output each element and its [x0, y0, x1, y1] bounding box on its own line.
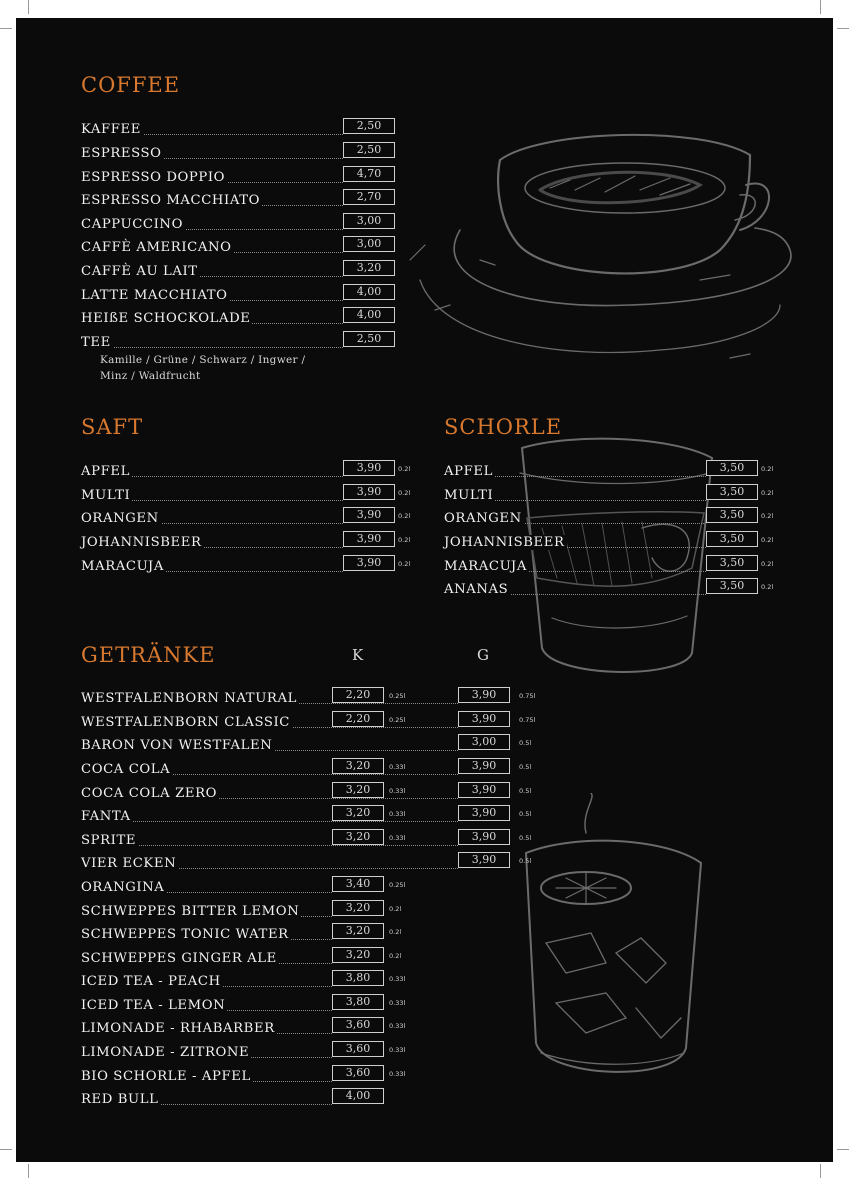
- size-label-k: 0.2l: [389, 905, 402, 913]
- menu-item: [81, 118, 393, 138]
- size-label: 0.2l: [761, 512, 774, 520]
- item-name: ICED TEA - LEMON: [81, 998, 226, 1013]
- tea-note: [100, 352, 305, 384]
- menu-item: [81, 923, 421, 943]
- crop-mark: [837, 28, 849, 29]
- size-label-k: 0.33l: [389, 1022, 406, 1030]
- menu-item: [81, 687, 551, 707]
- price-box-k: 3,80: [332, 970, 384, 986]
- item-name: WESTFALENBORN CLASSIC: [81, 715, 290, 730]
- item-name: SPRITE: [81, 833, 137, 848]
- menu-item: [81, 970, 421, 990]
- item-name: ESPRESSO MACCHIATO: [81, 193, 261, 208]
- price-box: 3,90: [343, 484, 395, 500]
- price-box-k: 3,20: [332, 758, 384, 774]
- crop-mark: [837, 1149, 849, 1150]
- menu-item: [81, 213, 393, 233]
- price-box: 2,70: [343, 189, 395, 205]
- menu-item: [81, 994, 421, 1014]
- item-name: JOHANNISBEER: [81, 535, 202, 550]
- size-label-g: 0.5l: [519, 857, 532, 865]
- menu-item: [444, 507, 784, 527]
- size-label-k: 0.33l: [389, 834, 406, 842]
- item-name: CAFFÈ AU LAIT: [81, 264, 198, 279]
- menu-item: [81, 460, 421, 480]
- item-name: TEE: [81, 335, 111, 350]
- menu-item: [81, 531, 421, 551]
- size-label-k: 0.25l: [389, 881, 406, 889]
- price-box-g: 3,90: [458, 805, 510, 821]
- menu-item: [81, 484, 421, 504]
- menu-item: [81, 900, 421, 920]
- menu-item: [81, 829, 551, 849]
- crop-mark: [28, 1164, 29, 1178]
- menu-item: [81, 189, 393, 209]
- menu-item: [81, 782, 551, 802]
- size-label: 0.2l: [398, 489, 411, 497]
- price-box-k: 3,20: [332, 829, 384, 845]
- price-box: 2,50: [343, 118, 395, 134]
- menu-item: [444, 578, 784, 598]
- size-label-k: 0.25l: [389, 716, 406, 724]
- size-label-g: 0.75l: [519, 692, 536, 700]
- menu-item: [81, 758, 551, 778]
- price-box: 3,90: [343, 555, 395, 571]
- item-name: LIMONADE - RHABARBER: [81, 1021, 275, 1036]
- price-box: 3,00: [343, 236, 395, 252]
- price-box: 2,50: [343, 331, 395, 347]
- price-box-k: 3,20: [332, 782, 384, 798]
- price-box-k: 3,40: [332, 876, 384, 892]
- price-box-k: 3,60: [332, 1065, 384, 1081]
- item-name: ORANGINA: [81, 880, 165, 895]
- menu-item: [81, 1088, 421, 1108]
- item-name: CAFFÈ AMERICANO: [81, 240, 232, 255]
- price-box: 3,20: [343, 260, 395, 276]
- menu-item: [81, 142, 393, 162]
- size-label: 0.2l: [761, 489, 774, 497]
- menu-item: [444, 531, 784, 551]
- price-box-k: 4,00: [332, 1088, 384, 1104]
- price-box: 4,70: [343, 166, 395, 182]
- price-box: 4,00: [343, 307, 395, 323]
- menu-item: [81, 805, 551, 825]
- item-name: SCHWEPPES BITTER LEMON: [81, 904, 300, 919]
- menu-item: [81, 307, 393, 327]
- size-label-k: 0.33l: [389, 999, 406, 1007]
- price-box: 3,90: [343, 507, 395, 523]
- schorle-title: SCHORLE: [444, 415, 563, 439]
- price-box: 2,50: [343, 142, 395, 158]
- item-name: ICED TEA - PEACH: [81, 974, 221, 989]
- crop-mark: [820, 0, 821, 14]
- size-label-k: 0.2l: [389, 928, 402, 936]
- price-box-k: 3,80: [332, 994, 384, 1010]
- price-box: 3,50: [706, 507, 758, 523]
- size-label-g: 0.5l: [519, 763, 532, 771]
- price-box-g: 3,90: [458, 782, 510, 798]
- price-box-g: 3,90: [458, 687, 510, 703]
- price-box: 3,50: [706, 531, 758, 547]
- column-header-k: K: [352, 646, 364, 664]
- price-box-g: 3,90: [458, 711, 510, 727]
- leader-dots: [81, 347, 343, 348]
- size-label: 0.2l: [398, 512, 411, 520]
- price-box-g: 3,90: [458, 852, 510, 868]
- item-name: APFEL: [81, 464, 130, 479]
- item-name: COCA COLA ZERO: [81, 786, 218, 801]
- menu-item: [81, 1065, 421, 1085]
- item-name: MARACUJA: [81, 559, 164, 574]
- item-name: ORANGEN: [444, 511, 522, 526]
- menu-item: [81, 284, 393, 304]
- item-name: ANANAS: [444, 582, 509, 597]
- item-name: WESTFALENBORN NATURAL: [81, 691, 297, 706]
- price-box-k: 3,20: [332, 947, 384, 963]
- size-label-g: 0.75l: [519, 716, 536, 724]
- price-box-k: 3,20: [332, 900, 384, 916]
- getraenke-title: GETRÄNKE: [81, 643, 216, 667]
- item-name: ESPRESSO DOPPIO: [81, 170, 226, 185]
- price-box: 3,50: [706, 578, 758, 594]
- leader-dots: [81, 821, 458, 822]
- column-header-g: G: [477, 646, 489, 664]
- size-label-g: 0.5l: [519, 739, 532, 747]
- price-box: 3,90: [343, 460, 395, 476]
- item-name: MULTI: [444, 488, 494, 503]
- menu-item: [81, 236, 393, 256]
- price-box: 4,00: [343, 284, 395, 300]
- price-box: 3,50: [706, 484, 758, 500]
- size-label: 0.2l: [761, 583, 774, 591]
- menu-item: [444, 555, 784, 575]
- menu-item: [81, 947, 421, 967]
- coffee-title: COFFEE: [81, 73, 181, 97]
- price-box: 3,90: [343, 531, 395, 547]
- tea-note-line: Kamille / Grüne / Schwarz / Ingwer /: [100, 354, 306, 366]
- item-name: KAFFEE: [81, 122, 141, 137]
- crop-mark: [0, 1149, 12, 1150]
- price-box-g: 3,90: [458, 758, 510, 774]
- price-box-k: 3,20: [332, 805, 384, 821]
- tea-note-line: Minz / Waldfrucht: [100, 370, 201, 382]
- item-name: ESPRESSO: [81, 146, 162, 161]
- size-label-g: 0.5l: [519, 834, 532, 842]
- saft-title: SAFT: [81, 415, 144, 439]
- coffee-cup-sketch: [400, 110, 820, 390]
- item-name: COCA COLA: [81, 762, 171, 777]
- size-label: 0.2l: [761, 560, 774, 568]
- menu-item: [444, 460, 784, 480]
- item-name: VIER ECKEN: [81, 856, 177, 871]
- item-name: LATTE MACCHIATO: [81, 288, 228, 303]
- menu-item: [81, 852, 551, 872]
- size-label-k: 0.33l: [389, 1046, 406, 1054]
- price-box-g: 3,90: [458, 829, 510, 845]
- item-name: ORANGEN: [81, 511, 159, 526]
- item-name: HEIßE SCHOCKOLADE: [81, 311, 251, 326]
- price-box-k: 3,20: [332, 923, 384, 939]
- item-name: JOHANNISBEER: [444, 535, 565, 550]
- item-name: SCHWEPPES TONIC WATER: [81, 927, 289, 942]
- menu-sheet: [16, 18, 833, 1162]
- size-label-k: 0.2l: [389, 952, 402, 960]
- size-label-k: 0.33l: [389, 763, 406, 771]
- item-name: BARON VON WESTFALEN: [81, 738, 273, 753]
- menu-item: [81, 734, 551, 754]
- item-name: RED BULL: [81, 1092, 159, 1107]
- price-box: 3,50: [706, 460, 758, 476]
- price-box: 3,50: [706, 555, 758, 571]
- crop-mark: [0, 28, 12, 29]
- item-name: LIMONADE - ZITRONE: [81, 1045, 250, 1060]
- price-box-k: 2,20: [332, 711, 384, 727]
- item-name: BIO SCHORLE - APFEL: [81, 1069, 251, 1084]
- crop-mark: [820, 1164, 821, 1178]
- size-label: 0.2l: [398, 536, 411, 544]
- size-label-k: 0.33l: [389, 1070, 406, 1078]
- menu-item: [81, 166, 393, 186]
- menu-item: [81, 507, 421, 527]
- item-name: FANTA: [81, 809, 131, 824]
- size-label-g: 0.5l: [519, 810, 532, 818]
- size-label: 0.2l: [398, 465, 411, 473]
- item-name: MULTI: [81, 488, 131, 503]
- price-box-k: 3,60: [332, 1017, 384, 1033]
- size-label: 0.2l: [761, 536, 774, 544]
- item-name: MARACUJA: [444, 559, 527, 574]
- size-label: 0.2l: [761, 465, 774, 473]
- item-name: APFEL: [444, 464, 493, 479]
- price-box-k: 3,60: [332, 1041, 384, 1057]
- menu-item: [81, 876, 421, 896]
- size-label-k: 0.33l: [389, 975, 406, 983]
- menu-item: [81, 711, 551, 731]
- menu-item: [81, 260, 393, 280]
- size-label-k: 0.33l: [389, 787, 406, 795]
- size-label-g: 0.5l: [519, 787, 532, 795]
- item-name: SCHWEPPES GINGER ALE: [81, 951, 277, 966]
- crop-mark: [28, 0, 29, 14]
- price-box-g: 3,00: [458, 734, 510, 750]
- menu-item: [81, 1017, 421, 1037]
- menu-item: [81, 331, 393, 351]
- size-label: 0.2l: [398, 560, 411, 568]
- menu-item: [81, 555, 421, 575]
- price-box-k: 2,20: [332, 687, 384, 703]
- item-name: CAPPUCCINO: [81, 217, 183, 232]
- size-label-k: 0.33l: [389, 810, 406, 818]
- size-label-k: 0.25l: [389, 692, 406, 700]
- price-box: 3,00: [343, 213, 395, 229]
- menu-item: [81, 1041, 421, 1061]
- menu-item: [444, 484, 784, 504]
